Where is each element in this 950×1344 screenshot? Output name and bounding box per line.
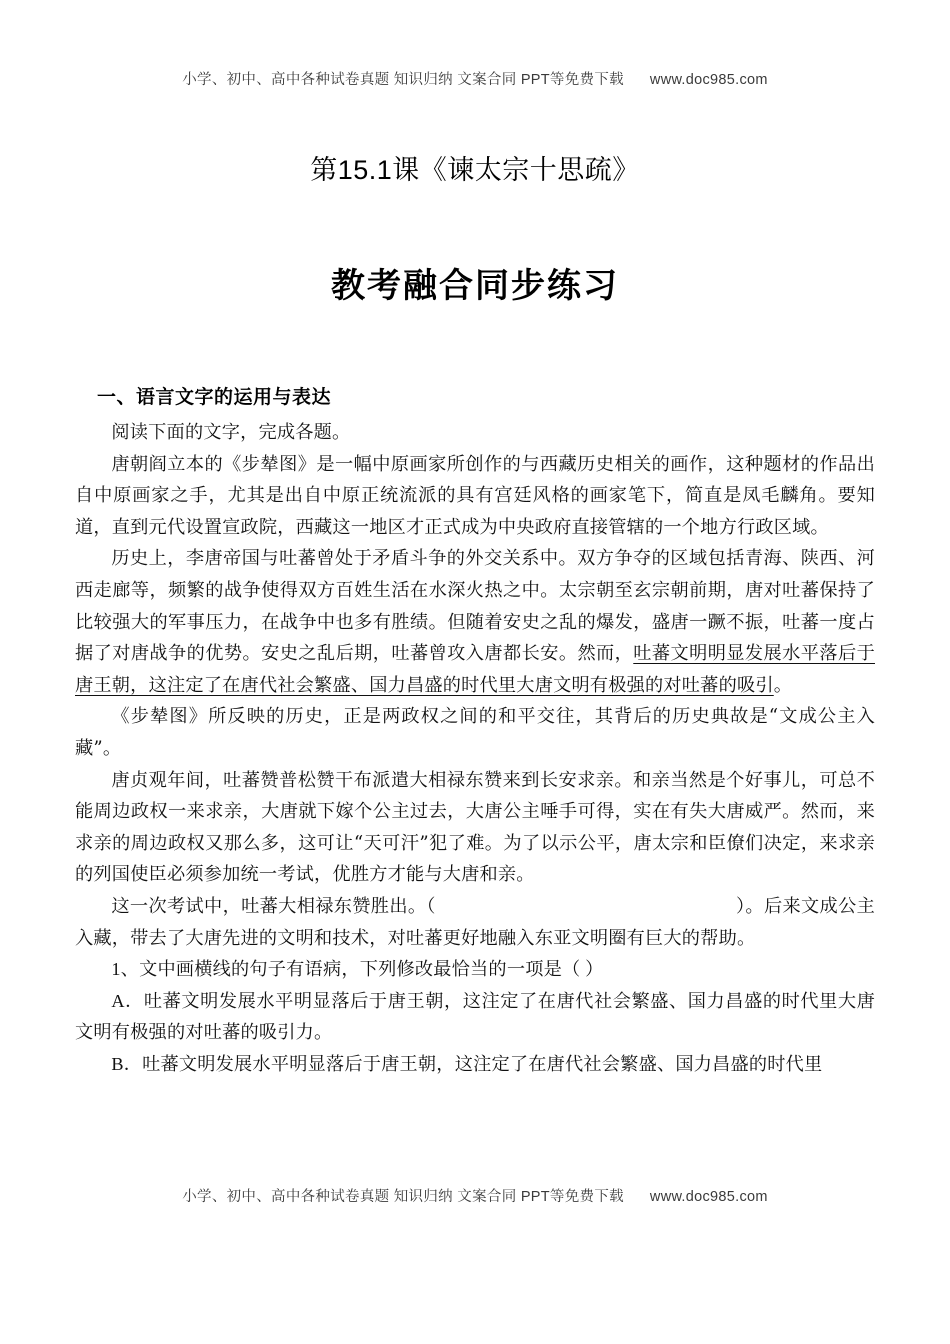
document-body	[75, 382, 875, 1080]
document-subtitle: 教考融合同步练习	[331, 266, 619, 306]
document-title: 第15.1课《谏太宗十思疏》	[310, 155, 640, 185]
passage-paragraph-3: 《步辇图》所反映的历史，正是两政权之间的和平交往，其背后的历史典故是“文成公主入藏”。	[75, 706, 875, 759]
page-footer	[0, 1185, 950, 1206]
passage-p2-lead: 历史上，李唐帝国与吐蕃曾处于矛盾斗争的外交关系中。双方争夺的区域包括青海、陕西、河西走廊等，频繁的战争使得双方百姓生活在水深火热之中。太宗朝至玄宗朝前期，唐对吐蕃保持了比较强大的军事压力，在战争中也多有胜绩。但随着安史之乱的爆发，盛唐一蹶不振，吐蕃一度占据了对唐战争的优势。安史之乱后期，吐蕃曾攻入唐都长安。然而，	[75, 548, 875, 665]
underlined-sentence: 吐蕃文明明显发展水平落后于唐王朝，这注定了在唐代社会繁盛、国力昌盛的时代里大唐文明有极强的对吐蕃的吸引	[75, 643, 875, 696]
passage-paragraph-1: 唐朝阎立本的《步辇图》是一幅中原画家所创作的与西藏历史相关的画作，这种题材的作品出自中原画家之手，尤其是出自中原正统流派的具有宫廷风格的画家笔下，简直是凤毛麟角。要知道，直到元代设置宣政院，西藏这一地区才正式成为中央政府直接管辖的一个地方行政区域。	[75, 453, 875, 538]
passage-p5-tail: ）。后来文成公主入藏，带去了大唐先进的文明和技术，对吐蕃更好地融入东亚文明圈有巨大的帮助。	[75, 895, 875, 949]
page-header	[0, 68, 950, 89]
footer-website-url: www.doc985.com	[649, 1189, 768, 1205]
footer-promo-text: 小学、初中、高中各种试卷真题 知识归纳 文案合同 PPT等免费下载	[182, 1189, 624, 1205]
passage-paragraph-2	[75, 543, 875, 701]
question-1-stem: 1、文中画横线的句子有语病，下列修改最恰当的一项是（ ）	[111, 959, 604, 980]
passage-p5-lead: 这一次考试中，吐蕃大相禄东赞胜出。（	[111, 895, 436, 917]
question-1-option-a: A．吐蕃文明发展水平明显落后于唐王朝，这注定了在唐代社会繁盛、国力昌盛的时代里大唐文明有极强的对吐蕃的吸引力。	[75, 990, 875, 1043]
reading-instruction: 阅读下面的文字，完成各题。	[111, 422, 351, 443]
passage-paragraph-5	[75, 891, 875, 954]
section-heading-one: 一、语言文字的运用与表达	[97, 387, 332, 408]
question-1-option-b: B．吐蕃文明发展水平明显落后于唐王朝，这注定了在唐代社会繁盛、国力昌盛的时代里	[111, 1053, 823, 1074]
header-website-url: www.doc985.com	[649, 72, 768, 88]
passage-p2-tail: 。	[773, 674, 793, 696]
header-promo-text: 小学、初中、高中各种试卷真题 知识归纳 文案合同 PPT等免费下载	[182, 72, 624, 88]
passage-paragraph-4: 唐贞观年间，吐蕃赞普松赞干布派遣大相禄东赞来到长安求亲。和亲当然是个好事儿，可总不能周边政权一来求亲，大唐就下嫁个公主过去，大唐公主唾手可得，实在有失大唐威严。然而，来求亲的周边政权又那么多，这可让“天可汗”犯了难。为了以示公平，唐太宗和臣僚们决定，来求亲的列国使臣必须参加统一考试，优胜方才能与大唐和亲。	[75, 769, 875, 886]
